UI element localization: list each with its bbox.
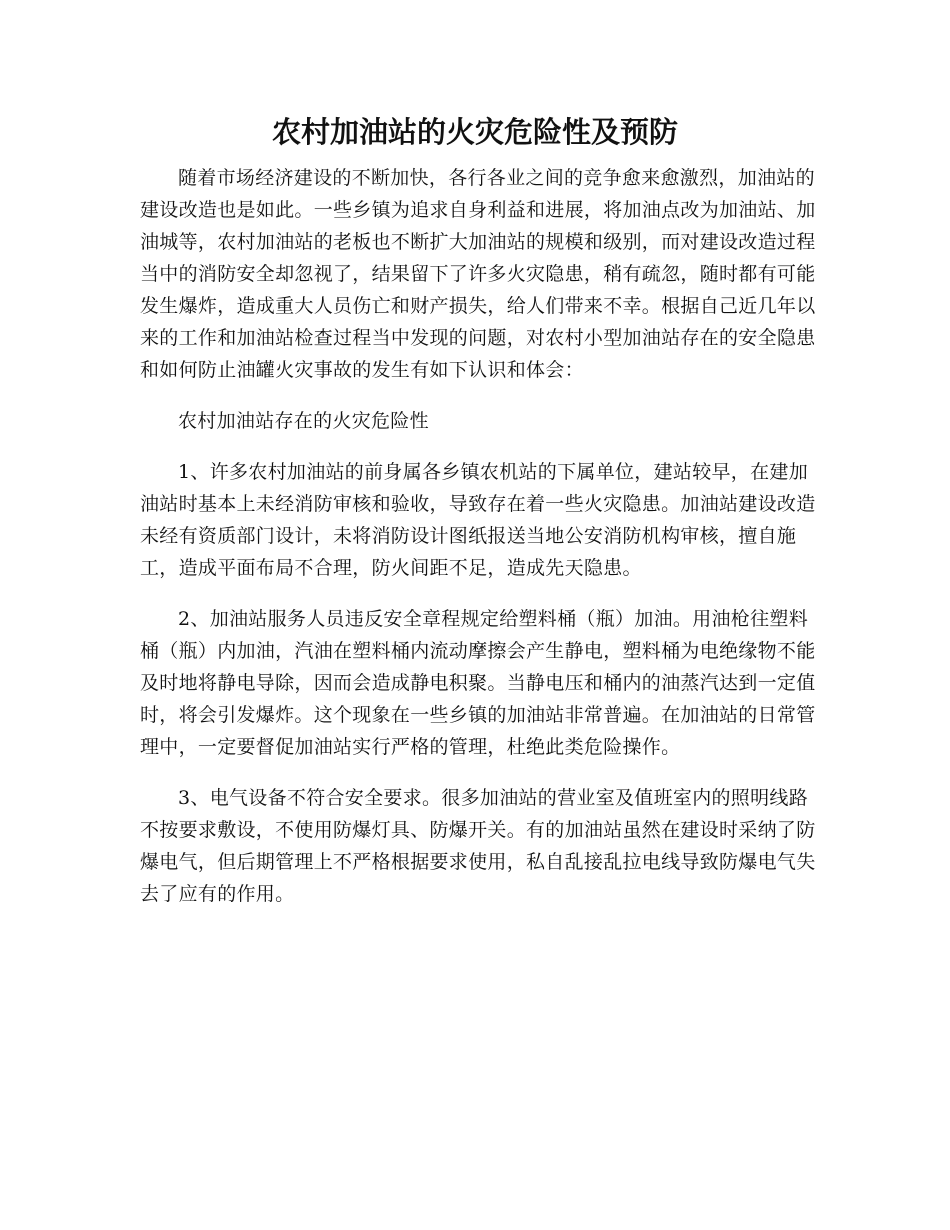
paragraph-point-2: 2、加油站服务人员违反安全章程规定给塑料桶（瓶）加油。用油枪往塑料桶（瓶）内加油，汽油在塑料桶内流动摩擦会产生静电，塑料桶为电绝缘物不能及时地将静电导除，因而会造成静电积聚。当静电压和桶内的油蒸汽达到一定值时，将会引发爆炸。这个现象在一些乡镇的加油站非常普遍。在加油站的日常管理中，一定要督促加油站实行严格的管理，杜绝此类危险操作。 <box>140 608 816 758</box>
document-body <box>140 162 820 910</box>
document-title: 农村加油站的火灾危险性及预防 <box>271 115 678 149</box>
paragraph-point-3: 3、电气设备不符合安全要求。很多加油站的营业室及值班室内的照明线路不按要求敷设，不使用防爆灯具、防爆开关。有的加油站虽然在建设时采纳了防爆电气，但后期管理上不严格根据要求使用，私自乱接乱拉电线导致防爆电气失去了应有的作用。 <box>140 787 816 905</box>
paragraph-point-1: 1、许多农村加油站的前身属各乡镇农机站的下属单位，建站较早，在建加油站时基本上未经消防审核和验收，导致存在着一些火灾隐患。加油站建设改造未经有资质部门设计，未将消防设计图纸报送当地公安消防机构审核，擅自施工，造成平面布局不合理，防火间距不足，造成先天隐患。 <box>140 461 816 579</box>
section-heading-fire-risk: 农村加油站存在的火灾危险性 <box>178 410 429 432</box>
paragraph-intro: 随着市场经济建设的不断加快，各行各业之间的竞争愈来愈激烈，加油站的建设改造也是如此。一些乡镇为追求自身利益和进展，将加油点改为加油站、加油城等，农村加油站的老板也不断扩大加油站的规模和级别，而对建设改造过程当中的消防安全却忽视了，结果留下了许多火灾隐患，稍有疏忽，随时都有可能发生爆炸，造成重大人员伤亡和财产损失，给人们带来不幸。根据自己近几年以来的工作和加油站检查过程当中发现的问题，对农村小型加油站存在的安全隐患和如何防止油罐火灾事故的发生有如下认识和体会： <box>140 167 816 381</box>
